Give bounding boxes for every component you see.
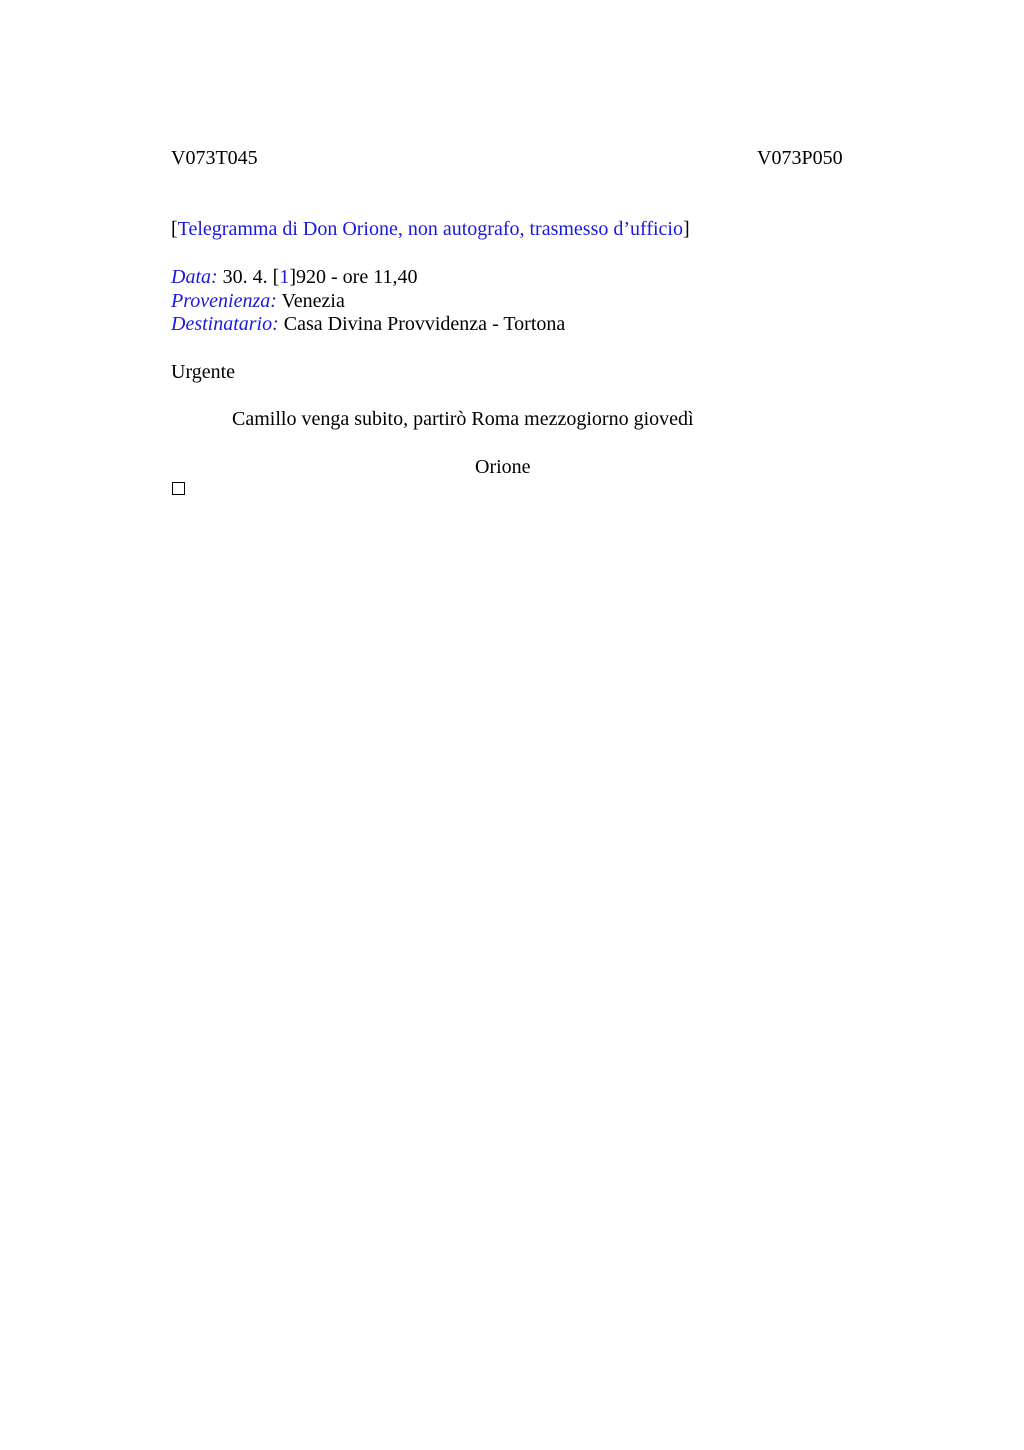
document-description bbox=[171, 217, 690, 241]
data-value-pre: 30. 4. [ bbox=[217, 266, 280, 288]
destinatario-field bbox=[171, 312, 565, 336]
data-value-post: ]920 - ore 11,40 bbox=[289, 266, 418, 288]
checkbox-square-icon bbox=[172, 482, 185, 495]
destinatario-label: Destinatario: bbox=[171, 313, 279, 335]
destinatario-value: Casa Divina Provvidenza - Tortona bbox=[278, 313, 566, 335]
data-value-digit: 1 bbox=[279, 266, 290, 288]
provenienza-label: Provenienza: bbox=[171, 290, 277, 312]
data-label: Data: bbox=[171, 266, 218, 288]
data-field bbox=[171, 265, 417, 289]
open-bracket: [ bbox=[171, 218, 178, 240]
right-code: V073P050 bbox=[757, 147, 843, 169]
message-text: Camillo venga subito, partirò Roma mezzogiorno giovedì bbox=[232, 408, 694, 430]
urgency-text: Urgente bbox=[171, 361, 236, 383]
provenienza-field bbox=[171, 289, 345, 313]
close-bracket: ] bbox=[682, 218, 690, 240]
left-code: V073T045 bbox=[171, 147, 258, 169]
provenienza-value: Venezia bbox=[276, 290, 345, 312]
description-text: Telegramma di Don Orione, non autografo, trasmesso d’ufficio bbox=[177, 218, 683, 240]
signature: Orione bbox=[475, 456, 531, 478]
